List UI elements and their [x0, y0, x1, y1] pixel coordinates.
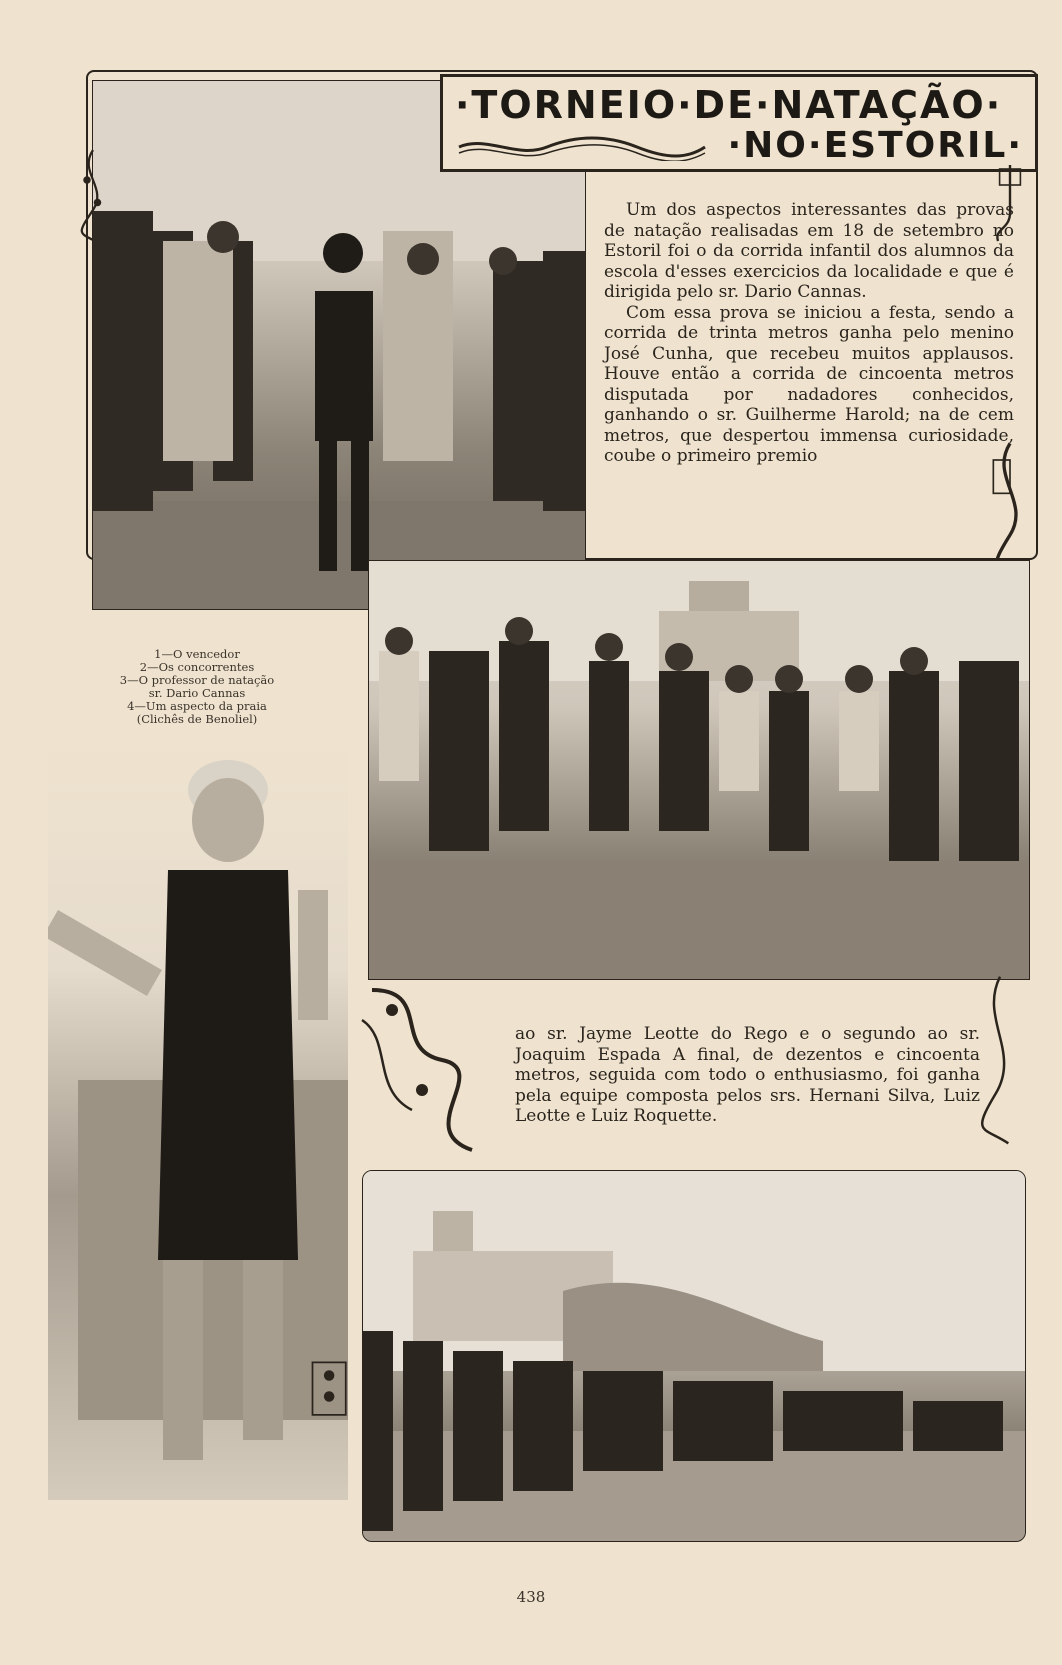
caption-2: 2—Os concorrentes — [139, 660, 255, 674]
flourish-middle-icon — [352, 980, 492, 1160]
caption-credit: (Clichês de Benoliel) — [136, 712, 258, 726]
flourish-lower-right-icon — [975, 960, 1025, 1160]
article-paragraph-3: ao sr. Jayme Leotte do Rego e o segundo ao sr. Joaquim Espada A final, de dezentos e cincoenta metros, seguida com todo o enthusiasmo, foi ganha pela equipe composta pelos srs. Hernani Silva, Luiz Leotte e Luiz Roquette. — [515, 1024, 980, 1126]
flourish-left-icon — [78, 140, 108, 250]
photo-teacher-scene — [48, 740, 348, 1500]
flourish-title-icon — [990, 160, 1030, 250]
article-body-top — [604, 200, 1014, 467]
headline-line-2: ·NO·ESTORIL· — [727, 125, 1023, 166]
headline-box — [440, 74, 1038, 172]
photo-captions — [92, 648, 302, 726]
photo-beach-scene — [363, 1171, 1025, 1541]
headline-line-1: ·TORNEIO·DE·NATAÇÃO· — [455, 83, 1003, 127]
article-body-continuation — [515, 1024, 980, 1127]
headline-ornament-icon — [457, 133, 707, 161]
caption-1: 1—O vencedor — [154, 647, 240, 661]
article-paragraph-1: Um dos aspectos interessantes das provas de natação realisadas em 18 de setembro no Estoril foi o da corrida infantil dos alumnos da escola d'esses exercicios da localidade e que é dirigida pelo sr. Dario Cannas. — [604, 200, 1014, 302]
photo-teacher — [48, 740, 348, 1500]
photo-competitors — [368, 560, 1030, 980]
caption-3: 3—O professor de natação — [119, 673, 275, 687]
flourish-bottom-left-icon — [308, 1358, 352, 1428]
photo-competitors-scene — [369, 561, 1029, 979]
article-paragraph-2: Com essa prova se iniciou a festa, sendo a corrida de trinta metros ganha pelo menino José Cunha, que recebeu muitos applausos. Houve então a corrida de cincoenta metros disputada por nadadores conhecidos, ganhando o sr. Guilherme Harold; na de cem metros, que despertou immensa curiosidade, coube o primeiro premio — [604, 302, 1014, 466]
caption-4: 4—Um aspecto da praia — [127, 699, 267, 713]
photo-beach — [362, 1170, 1026, 1542]
caption-3b: sr. Dario Cannas — [148, 686, 246, 700]
page-number: 438 — [516, 1588, 546, 1606]
